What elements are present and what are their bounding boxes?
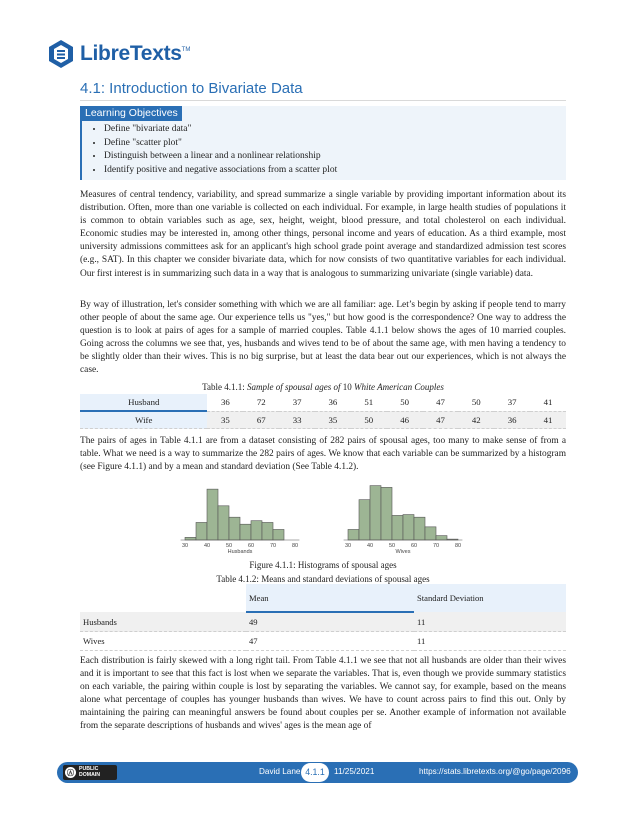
- histogram-bar: [185, 537, 196, 540]
- table-cell: 36: [315, 394, 351, 411]
- row-label: Wives: [80, 632, 246, 651]
- tick-label: 80: [454, 543, 462, 549]
- histogram-bar: [229, 517, 240, 540]
- spousal-ages-table: [80, 394, 566, 429]
- table-cell: 11: [414, 612, 566, 632]
- histogram-bar: [414, 517, 425, 540]
- histogram-bar: [436, 536, 447, 540]
- table1-caption: Table 4.1.1: Sample of spousal ages of 10 White American Couples: [202, 382, 444, 392]
- table-cell: 37: [279, 394, 315, 411]
- footer-page-number: 4.1.1: [301, 763, 329, 782]
- paragraph-illustration: By way of illustration, let's consider something with which we are all familiar: age. Let’s begin by asking if people tend to marry other people of about the same age. Our experience tells us "yes," but how good is the correspondence? One way to address the question is to look at pairs of ages for a sample of married couples. Table 4.1.1 below shows the ages of 10 married couples. Going across the columns we see that, yes, husbands and wives tend to be of about the same age, with men having a tendency to be slightly older than their wives. This is no big surprise, but at least the data bear out our experiences, which is not always the case.: [80, 300, 566, 376]
- objective-item: • Define "scatter plot": [104, 137, 337, 151]
- table2-caption: Table 4.1.2: Means and standard deviations of spousal ages: [216, 574, 430, 584]
- table-row: [80, 632, 566, 651]
- table-cell: 41: [530, 394, 566, 411]
- footer-author: David Lane: [259, 767, 301, 776]
- tick-label: 30: [181, 543, 189, 549]
- logo-text: LibreTexts: [80, 42, 182, 65]
- tick-label: 60: [247, 543, 255, 549]
- table-cell: 49: [246, 612, 414, 632]
- table-cell: 50: [387, 394, 423, 411]
- paragraph-dataset: The pairs of ages in Table 4.1.1 are from a dataset consisting of 282 pairs of spousal ages, too many to make sense of from a table. What we need is a way to summarize the 282 pairs of ages. We know that each variable can be summarized by a histogram (see Figure 4.1.1) and by a mean and standard deviation (See Table 4.1.2).: [80, 436, 566, 473]
- tick-label: 40: [366, 543, 374, 549]
- paragraph-skewed: Each distribution is fairly skewed with a long right tail. From Table 4.1.1 we see that not all husbands are older than their wives and it is important to see that this fact is lost when we separate the variables. That is, even though we provide summary statistics on each variable, the pairing within couple is lost by separating the variables. We cannot say, for example, based on the means alone what percentage of couples has younger husbands than wives. We have to count across pairs to find this out. Only by maintaining the pairing can meaningful answers be found about couples per se. Another example of information not available from the separate descriptions of husbands and wives' ages is the mean age of: [80, 656, 566, 732]
- table-header-row: [80, 584, 566, 612]
- tick-label: 50: [388, 543, 396, 549]
- row-header-husband: Husband: [80, 394, 207, 411]
- histogram-bar: [262, 522, 273, 540]
- page-footer: [57, 762, 578, 783]
- tick-label: 60: [410, 543, 418, 549]
- histogram-bar: [196, 522, 207, 540]
- public-domain-badge[interactable]: [63, 765, 117, 780]
- means-sd-table: [80, 584, 566, 651]
- x-axis-label: Husbands: [227, 549, 253, 555]
- histogram-bar: [381, 487, 392, 540]
- table-cell: 36: [494, 411, 530, 429]
- table-row: [80, 394, 566, 411]
- libretexts-hexagon-icon: [47, 39, 75, 69]
- tick-label: 30: [344, 543, 352, 549]
- table-cell: 35: [315, 411, 351, 429]
- objective-item: • Define "bivariate data": [104, 123, 337, 137]
- table-cell: 37: [494, 394, 530, 411]
- license-label: PUBLIC DOMAIN: [79, 765, 101, 778]
- table-cell: 46: [387, 411, 423, 429]
- page-title: 4.1: Introduction to Bivariate Data: [80, 80, 303, 97]
- tick-label: 80: [291, 543, 299, 549]
- table-cell: 42: [458, 411, 494, 429]
- table-row: [80, 612, 566, 632]
- histogram-bar: [392, 515, 403, 540]
- row-header-wife: Wife: [80, 411, 207, 429]
- table-cell: 47: [423, 394, 459, 411]
- tick-label: 70: [269, 543, 277, 549]
- header-cell-mean: Mean: [246, 584, 414, 612]
- tick-label: 50: [225, 543, 233, 549]
- paragraph-intro: Measures of central tendency, variability, and spread summarize a single variable by providing important information about its distribution. Often, more than one variable is collected on each individual. For example, in large health studies of populations it is common to obtain variables such as age, sex, height, weight, blood pressure, and total cholesterol on each individual. Economic studies may be interested in, among other things, personal income and years of education. As a third example, most university admissions committees ask for an applicant's high school grade point average and standardized admission test scores (e.g., SAT). In this chapter we consider bivariate data, which for now consists of two quantitative variables for each individual. Our first interest is in summarizing such data in a way that is analogous to summarizing univariate (single variable) data.: [80, 190, 566, 279]
- histogram-bar: [207, 489, 218, 540]
- histogram-bar: [403, 515, 414, 540]
- histogram-bar: [425, 527, 436, 540]
- table-cell: 47: [246, 632, 414, 651]
- row-label: Husbands: [80, 612, 246, 632]
- histogram-bar: [348, 529, 359, 540]
- histogram-bar: [359, 500, 370, 540]
- histogram-bar: [370, 486, 381, 540]
- table-cell: 50: [458, 394, 494, 411]
- x-axis-label: Wives: [395, 549, 411, 555]
- table-cell: 72: [243, 394, 279, 411]
- table-cell: 11: [414, 632, 566, 651]
- table-cell: 35: [207, 411, 243, 429]
- table-cell: 47: [423, 411, 459, 429]
- footer-url[interactable]: https://stats.libretexts.org/@go/page/2096: [419, 767, 571, 776]
- public-domain-icon: Ⓐ: [65, 767, 76, 778]
- footer-date: 11/25/2021: [334, 767, 375, 776]
- learning-objectives-label: Learning Objectives: [82, 106, 182, 121]
- header-cell-sd: Standard Deviation: [414, 584, 566, 612]
- tick-label: 70: [432, 543, 440, 549]
- table-cell: 50: [351, 411, 387, 429]
- table-cell: 33: [279, 411, 315, 429]
- tick-label: 40: [203, 543, 211, 549]
- histogram-bar: [240, 524, 251, 540]
- histogram-bar: [273, 529, 284, 540]
- spousal-age-histograms: [170, 482, 470, 556]
- learning-objectives-list: [90, 123, 337, 177]
- table-cell: 67: [243, 411, 279, 429]
- table-row: [80, 411, 566, 429]
- objective-item: • Identify positive and negative associations from a scatter plot: [104, 164, 337, 178]
- learning-objectives-box: [80, 106, 566, 180]
- histogram-bar: [251, 521, 262, 540]
- header-cell-empty: [80, 584, 246, 612]
- logo-trademark: TM: [181, 47, 191, 53]
- libretexts-logo[interactable]: [47, 38, 190, 70]
- title-divider: [80, 100, 566, 101]
- table-cell: 51: [351, 394, 387, 411]
- histogram-bar: [218, 506, 229, 540]
- table-cell: 41: [530, 411, 566, 429]
- objective-item: • Distinguish between a linear and a nonlinear relationship: [104, 150, 337, 164]
- table-cell: 36: [207, 394, 243, 411]
- figure1-caption: Figure 4.1.1: Histograms of spousal ages: [249, 560, 397, 570]
